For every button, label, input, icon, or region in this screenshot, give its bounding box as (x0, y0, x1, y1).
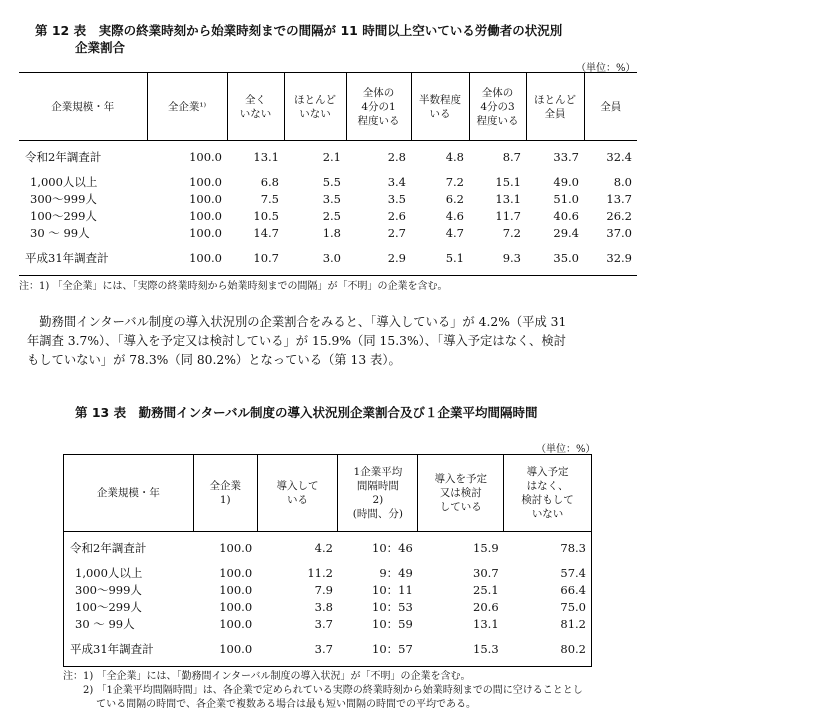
cell: 37.0 (606, 226, 632, 240)
cell: 57.4 (560, 566, 586, 580)
table13-unit: （単位：%） (536, 444, 596, 455)
table-row (64, 582, 592, 599)
table12-header: 全く いない (227, 73, 284, 141)
cell: 15.3 (473, 642, 499, 656)
cell: 32.9 (606, 251, 632, 265)
cell: 100.0 (219, 566, 253, 580)
row-label: 1,000人以上 (75, 566, 143, 580)
cell: 7.9 (314, 583, 333, 597)
cell: 9：49 (379, 566, 413, 580)
table13-note: 2) 「1企業平均間隔時間」は、各企業で定められている実際の終業時刻から始業時刻までの間に空けることとし (63, 685, 583, 696)
cell: 4.8 (445, 150, 464, 164)
cell: 10.5 (253, 209, 279, 223)
row-label: 令和2年調査計 (70, 541, 147, 555)
table12-header: 半数程度 いる (411, 73, 469, 141)
table-row (19, 191, 637, 208)
cell: 35.0 (553, 251, 579, 265)
table13-header: 全企業 1) (193, 455, 257, 532)
cell: 100.0 (219, 600, 253, 614)
cell: 10.7 (253, 251, 279, 265)
cell: 100.0 (189, 209, 222, 223)
table-row (19, 149, 637, 166)
cell: 4.7 (445, 226, 464, 240)
cell: 13.1 (473, 617, 499, 631)
table-row (19, 174, 637, 191)
cell: 4.2 (314, 541, 333, 555)
cell: 30.7 (473, 566, 499, 580)
table12-header: 全体の 4分の3 程度いる (469, 73, 526, 141)
table-row (19, 208, 637, 225)
cell: 8.7 (502, 150, 521, 164)
cell: 2.7 (387, 226, 406, 240)
table-row (64, 616, 592, 633)
table-row (64, 540, 592, 557)
cell: 100.0 (219, 583, 253, 597)
table12-header: ほとんど いない (284, 73, 346, 141)
table13-header: 導入して いる (257, 455, 338, 532)
cell: 2.1 (322, 150, 341, 164)
table13-note: ている間隔の時間で、各企業で複数ある場合は最も短い間隔の時間での平均である。 (63, 699, 476, 710)
cell: 15.1 (495, 175, 521, 189)
table12-header: 全企業¹⁾ (147, 73, 227, 141)
row-label: 令和2年調査計 (25, 150, 102, 164)
cell: 29.4 (553, 226, 579, 240)
cell: 15.9 (473, 541, 499, 555)
cell: 49.0 (553, 175, 579, 189)
cell: 7.2 (445, 175, 464, 189)
paragraph-line: 勤務間インターバル制度の導入状況別の企業割合をみると、「導入している」が 4.2%（平成 31 (27, 315, 567, 329)
row-label: 1,000人以上 (30, 175, 98, 189)
cell: 11.2 (307, 566, 333, 580)
cell: 7.5 (260, 192, 279, 206)
cell: 40.6 (553, 209, 579, 223)
cell: 8.0 (613, 175, 632, 189)
row-label: 30 ～ 99人 (75, 617, 135, 631)
table12-note: 注：1) 「全企業」には、「実際の終業時刻から始業時刻までの間隔」が「不明」の企業を含む。 (19, 281, 448, 292)
cell: 2.9 (387, 251, 406, 265)
cell: 3.5 (387, 192, 406, 206)
cell: 7.2 (502, 226, 521, 240)
cell: 2.6 (387, 209, 406, 223)
cell: 10：11 (372, 583, 413, 597)
cell: 10：53 (372, 600, 413, 614)
paragraph-line: もしていない」が 78.3%（同 80.2%）となっている（第 13 表）。 (27, 353, 401, 367)
cell: 32.4 (606, 150, 632, 164)
cell: 10：57 (372, 642, 413, 656)
table12 (19, 72, 637, 276)
cell: 3.0 (322, 251, 341, 265)
row-label: 100～299人 (30, 209, 97, 223)
cell: 100.0 (189, 192, 222, 206)
table-row (64, 599, 592, 616)
cell: 100.0 (189, 175, 222, 189)
cell: 6.8 (260, 175, 279, 189)
cell: 3.4 (387, 175, 406, 189)
row-label: 30 ～ 99人 (30, 226, 90, 240)
row-label: 100～299人 (75, 600, 142, 614)
cell: 100.0 (219, 642, 253, 656)
table13-title: 第 13 表 勤務間インターバル制度の導入状況別企業割合及び１企業平均間隔時間 (75, 405, 538, 420)
table12-unit: （単位：%） (576, 63, 636, 74)
cell: 2.8 (387, 150, 406, 164)
cell: 6.2 (445, 192, 464, 206)
table-row (64, 565, 592, 582)
row-label: 平成31年調査計 (70, 642, 154, 656)
cell: 26.2 (606, 209, 632, 223)
paragraph-line: 年調査 3.7%）、「導入を予定又は検討している」が 15.9%（同 15.3%）、「導入予定はなく、検討 (27, 334, 566, 348)
cell: 10：46 (372, 541, 413, 555)
table13-header: 1企業平均 間隔時間 2) (時間、分) (338, 455, 418, 532)
cell: 11.7 (495, 209, 521, 223)
cell: 100.0 (219, 541, 253, 555)
table12-title-line2: 企業割合 (75, 40, 126, 55)
cell: 5.1 (445, 251, 464, 265)
cell: 13.7 (606, 192, 632, 206)
cell: 3.8 (314, 600, 333, 614)
cell: 25.1 (473, 583, 499, 597)
table-row (19, 225, 637, 242)
cell: 75.0 (560, 600, 586, 614)
cell: 80.2 (560, 642, 586, 656)
table13-header: 企業規模・年 (64, 455, 194, 532)
table12-title-line1: 第 12 表 実際の終業時刻から始業時刻までの間隔が 11 時間以上空いている労働者の状況別 (35, 23, 563, 38)
row-label: 平成31年調査計 (25, 251, 109, 265)
cell: 20.6 (473, 600, 499, 614)
cell: 3.7 (314, 642, 333, 656)
cell: 78.3 (560, 541, 586, 555)
cell: 4.6 (445, 209, 464, 223)
cell: 2.5 (322, 209, 341, 223)
cell: 9.3 (502, 251, 521, 265)
cell: 81.2 (560, 617, 586, 631)
table-row (19, 250, 637, 267)
row-label: 300～999人 (30, 192, 97, 206)
table12-header: 企業規模・年 (19, 73, 147, 141)
table13-note: 注：1) 「全企業」には、「勤務間インターバル制度の導入状況」が「不明」の企業を含む。 (63, 671, 471, 682)
row-label: 300～999人 (75, 583, 142, 597)
cell: 51.0 (553, 192, 579, 206)
cell: 13.1 (495, 192, 521, 206)
table12-header: 全員 (584, 73, 637, 141)
cell: 5.5 (322, 175, 341, 189)
table13 (63, 454, 592, 667)
table-row (64, 641, 592, 658)
cell: 100.0 (189, 251, 222, 265)
cell: 33.7 (553, 150, 579, 164)
table13-header: 導入予定 はなく、 検討もして いない (504, 455, 592, 532)
cell: 100.0 (219, 617, 253, 631)
cell: 14.7 (253, 226, 279, 240)
cell: 3.7 (314, 617, 333, 631)
cell: 10：59 (372, 617, 413, 631)
cell: 66.4 (560, 583, 586, 597)
table12-header: 全体の 4分の1 程度いる (346, 73, 411, 141)
cell: 3.5 (322, 192, 341, 206)
cell: 100.0 (189, 150, 222, 164)
cell: 13.1 (253, 150, 279, 164)
cell: 1.8 (322, 226, 341, 240)
table13-header: 導入を予定 又は検討 している (418, 455, 504, 532)
cell: 100.0 (189, 226, 222, 240)
table12-header: ほとんど 全員 (526, 73, 584, 141)
